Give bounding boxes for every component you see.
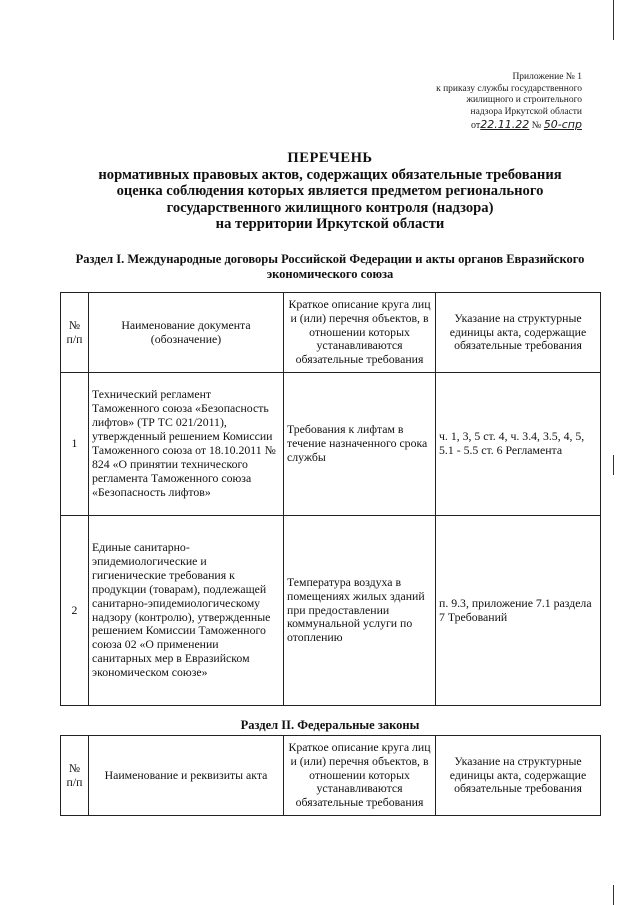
appendix-line-3: жилищного и строительного — [466, 95, 582, 106]
row-ref: ч. 1, 3, 5 ст. 4, ч. 3.4, 3.5, 4, 5, 5.1 - 5.5 ст. 6 Регламента — [436, 373, 601, 516]
row-num: 2 — [61, 516, 89, 706]
scan-edge-line — [613, 885, 614, 905]
col-header-name: Наименование и реквизиты акта — [89, 736, 284, 816]
section2-header-row — [61, 736, 601, 816]
date-value: 22.11.22 — [480, 118, 530, 132]
title-line-1: нормативных правовых актов, содержащих обязательные требования — [98, 166, 562, 183]
title-main: ПЕРЕЧЕНЬ — [287, 150, 373, 166]
col-header-desc: Краткое описание круга лиц и (или) перечня объектов, в отношении которых устанавливаются обязательные требования — [284, 736, 436, 816]
num-value: 50-спр — [543, 118, 582, 132]
col-header-num: № п/п — [61, 293, 89, 373]
section2-heading: Раздел II. Федеральные законы — [240, 718, 420, 732]
row-ref: п. 9.3, приложение 7.1 раздела 7 Требований — [436, 516, 601, 706]
row-desc: Требования к лифтам в течение назначенного срока службы — [284, 373, 436, 516]
appendix-block — [436, 72, 582, 132]
scan-edge-line — [613, 0, 614, 40]
section1-heading: Раздел I. Международные договоры Российской Федерации и акты органов Евразийского экономического союза — [75, 252, 585, 281]
row-num: 1 — [61, 373, 89, 516]
table-row — [61, 373, 601, 516]
appendix-line-1: Приложение № 1 — [512, 72, 582, 82]
row-name: Единые санитарно-эпидемиологические и гигиенические требования к продукции (товарам), подлежащей санитарно-эпидемиологическому надзору (контролю), утвержденные решением Комиссии Таможенного союза 02 «О применении санитарных мер в Евразийском экономическом союзе» — [89, 516, 284, 706]
col-header-ref: Указание на структурные единицы акта, содержащие обязательные требования — [436, 736, 601, 816]
appendix-line-2: к приказу службы государственного — [436, 83, 582, 94]
scan-edge-line — [613, 455, 614, 475]
title-line-2: оценка соблюдения которых является предметом регионального — [116, 183, 544, 200]
title-line-4: на территории Иркутской области — [215, 216, 445, 233]
row-name: Технический регламент Таможенного союза «Безопасность лифтов» (ТР ТС 021/2011), утвержденный решением Комиссии Таможенного союза от 18.10.2011 № 824 «О принятии технического регламента Таможенного союза «Безопасность лифтов» — [89, 373, 284, 516]
col-header-name: Наименование документа (обозначение) — [89, 293, 284, 373]
col-header-num: № п/п — [61, 736, 89, 816]
col-header-ref: Указание на структурные единицы акта, содержащие обязательные требования — [436, 293, 601, 373]
appendix-date-line — [436, 119, 582, 132]
section1-table — [60, 292, 601, 706]
section2-table — [60, 735, 601, 816]
table-row — [61, 516, 601, 706]
section1-header-row — [61, 293, 601, 373]
date-prefix: от — [471, 120, 481, 132]
col-header-desc: Краткое описание круга лиц и (или) перечня объектов, в отношении которых устанавливаются обязательные требования — [284, 293, 436, 373]
row-desc: Температура воздуха в помещениях жилых зданий при предоставлении коммунальной услуги по отоплению — [284, 516, 436, 706]
title-line-3: государственного жилищного контроля (надзора) — [166, 199, 494, 216]
num-prefix: № — [531, 120, 542, 132]
document-title — [60, 150, 600, 233]
appendix-line-4: надзора Иркутской области — [470, 106, 582, 117]
